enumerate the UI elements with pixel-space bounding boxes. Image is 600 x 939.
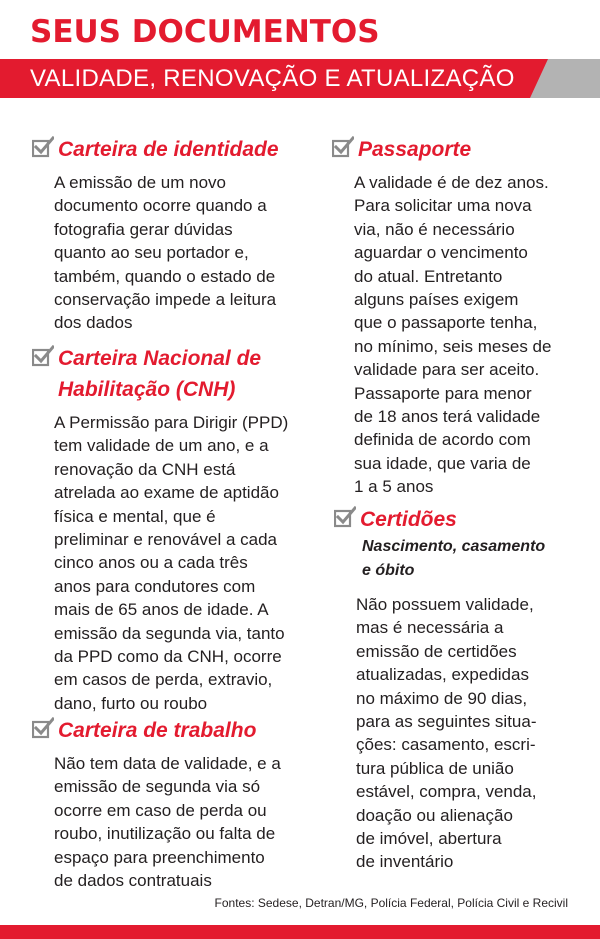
section-body xyxy=(332,171,582,499)
body-line: atualizadas, expedidas xyxy=(356,665,529,685)
body-line: mais de 65 anos de idade. A xyxy=(54,600,269,620)
body-line: alguns países exigem xyxy=(354,290,519,310)
checkbox-check-icon xyxy=(334,506,356,528)
body-line: atrelada ao exame de aptidão xyxy=(54,483,279,503)
body-line: renovação da CNH está xyxy=(54,459,236,479)
body-line: mas é necessária a xyxy=(356,618,504,638)
body-line: quanto ao seu portador e, xyxy=(54,243,249,263)
section-title: Passaporte xyxy=(358,138,472,161)
body-line: emissão de segunda via só xyxy=(54,777,261,797)
body-line: emissão da segunda via, tanto xyxy=(54,623,285,643)
body-line: documento ocorre quando a xyxy=(54,196,267,216)
body-line: dos dados xyxy=(54,313,133,333)
body-line: conservação impede a leitura xyxy=(54,290,277,310)
section-title: Carteira de identidade xyxy=(58,138,279,161)
body-line: de imóvel, abertura xyxy=(356,829,502,849)
body-line: tem validade de um ano, e a xyxy=(54,436,269,456)
body-line: em casos de perda, extravio, xyxy=(54,670,273,690)
body-line: A Permissão para Dirigir (PPD) xyxy=(54,413,289,432)
section-certidoes xyxy=(334,504,584,874)
section-subtitle: e óbito xyxy=(362,562,415,579)
body-line: doação ou alienação xyxy=(356,805,513,825)
body-line: do atual. Entretanto xyxy=(354,266,503,286)
body-line: também, quando o estado de xyxy=(54,266,276,286)
body-line: via, não é necessário xyxy=(354,219,515,239)
body-line: ocorre em caso de perda ou xyxy=(54,800,267,820)
checkbox-check-icon xyxy=(332,136,354,158)
body-line: preliminar e renovável a cada xyxy=(54,530,278,550)
body-line: estável, compra, venda, xyxy=(356,782,537,802)
section-heading xyxy=(32,343,312,405)
section-title: Carteira Nacional de xyxy=(58,347,262,370)
body-line: dano, furto ou roubo xyxy=(54,693,208,713)
section-heading xyxy=(32,134,302,165)
section-heading xyxy=(32,715,312,746)
body-line: de dados contratuais xyxy=(54,871,212,891)
body-line: Não possuem validade, xyxy=(356,595,534,614)
section-body xyxy=(334,593,584,874)
body-line: espaço para preenchimento xyxy=(54,847,265,867)
body-line: A validade é de dez anos. xyxy=(354,173,549,192)
body-line: aguardar o vencimento xyxy=(354,243,528,263)
checkbox-check-icon xyxy=(32,345,54,367)
body-line: sua idade, que varia de xyxy=(354,453,531,473)
body-line: fotografia gerar dúvidas xyxy=(54,219,233,239)
section-body xyxy=(32,171,302,335)
body-line: Passaporte para menor xyxy=(354,383,532,403)
body-line: validade para ser aceito. xyxy=(354,360,540,380)
section-cnh xyxy=(32,343,312,715)
body-line: roubo, inutilização ou falta de xyxy=(54,824,276,844)
body-line: anos para condutores com xyxy=(54,576,256,596)
body-line: no máximo de 90 dias, xyxy=(356,688,528,708)
body-line: de inventário xyxy=(356,852,454,872)
body-line: de 18 anos terá validade xyxy=(354,407,541,427)
section-body xyxy=(32,752,312,892)
checkbox-check-icon xyxy=(32,136,54,158)
section-heading xyxy=(334,504,584,583)
section-carteira-identidade xyxy=(32,134,302,335)
bottom-bar xyxy=(0,925,600,939)
section-title: Certidões xyxy=(360,508,457,531)
section-subtitle: Nascimento, casamento xyxy=(362,538,546,555)
body-line: que o passaporte tenha, xyxy=(354,313,538,333)
body-line: da PPD como da CNH, ocorre xyxy=(54,647,282,667)
section-title: Carteira de trabalho xyxy=(58,719,257,742)
body-line: Não tem data de validade, e a xyxy=(54,754,281,773)
body-line: no mínimo, seis meses de xyxy=(354,336,552,356)
body-line: 1 a 5 anos xyxy=(354,477,434,497)
section-carteira-trabalho xyxy=(32,715,312,892)
body-line: ções: casamento, escri- xyxy=(356,735,536,755)
body-line: emissão de certidões xyxy=(356,641,517,661)
body-line: cinco anos ou a cada três xyxy=(54,553,248,573)
page-subtitle: VALIDADE, RENOVAÇÃO E ATUALIZAÇÃO xyxy=(30,65,515,92)
body-line: definida de acordo com xyxy=(354,430,531,450)
body-line: A emissão de um novo xyxy=(54,173,226,192)
page-title: SEUS DOCUMENTOS xyxy=(30,14,380,50)
body-line: para as seguintes situa- xyxy=(356,712,537,732)
body-line: física e mental, que é xyxy=(54,506,216,526)
body-line: Para solicitar uma nova xyxy=(354,196,532,216)
section-body xyxy=(32,411,312,715)
checkbox-check-icon xyxy=(32,717,54,739)
body-line: tura pública de união xyxy=(356,758,514,778)
sources-caption: Fontes: Sedese, Detran/MG, Polícia Federal, Polícia Civil e Recivil xyxy=(214,896,568,910)
section-passaporte xyxy=(332,134,582,499)
section-heading xyxy=(332,134,582,165)
section-title: Habilitação (CNH) xyxy=(58,378,236,401)
